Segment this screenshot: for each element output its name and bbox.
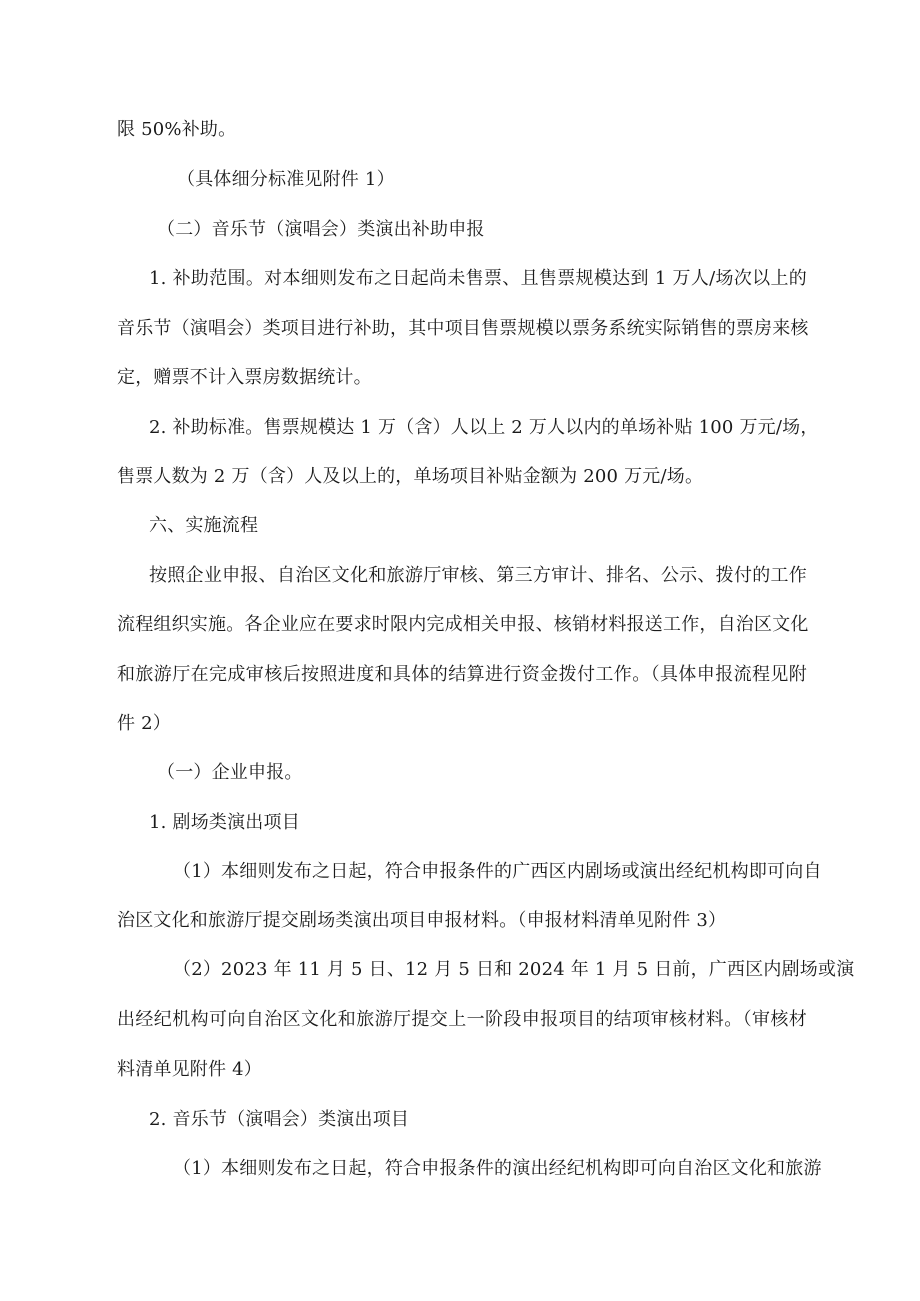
subsection-heading: 1. 剧场类演出项目 — [149, 812, 300, 833]
text-line: 料清单见附件 4） — [117, 1059, 262, 1080]
section-heading: （二）音乐节（演唱会）类演出补助申报 — [157, 219, 485, 240]
text-line: （具体细分标准见附件 1） — [177, 169, 395, 190]
text-line: 音乐节（演唱会）类项目进行补助，其中项目售票规模以票务系统实际销售的票房来核 — [117, 318, 809, 339]
text-line: （1）本细则发布之日起，符合申报条件的演出经纪机构即可向自治区文化和旅游 — [173, 1158, 822, 1179]
text-line: 流程组织实施。各企业应在要求时限内完成相关申报、核销材料报送工作，自治区文化 — [117, 614, 809, 635]
text-line: 定，赠票不计入票房数据统计。 — [117, 367, 372, 388]
text-line: 件 2） — [117, 713, 171, 734]
text-line: 和旅游厅在完成审核后按照进度和具体的结算进行资金拨付工作。（具体申报流程见附 — [117, 664, 807, 685]
text-line: 按照企业申报、自治区文化和旅游厅审核、第三方审计、排名、公示、拨付的工作 — [149, 565, 807, 586]
subsection-heading: 2. 音乐节（演唱会）类演出项目 — [149, 1109, 410, 1130]
text-line: 1. 补助范围。对本细则发布之日起尚未售票、且售票规模达到 1 万人/场次以上的 — [149, 268, 807, 289]
text-line: 2. 补助标准。售票规模达 1 万（含）人以上 2 万人以内的单场补贴 100 万元/场， — [149, 417, 819, 438]
text-line: 售票人数为 2 万（含）人及以上的，单场项目补贴金额为 200 万元/场。 — [117, 466, 704, 487]
text-line: 限 50%补助。 — [117, 119, 237, 140]
text-line: （2）2023 年 11 月 5 日、12 月 5 日和 2024 年 1 月 5 日前，广西区内剧场或演 — [173, 959, 855, 980]
text-line: 出经纪机构可向自治区文化和旅游厅提交上一阶段申报项目的结项审核材料。（审核材 — [117, 1009, 807, 1030]
section-heading: 六、实施流程 — [149, 515, 259, 536]
text-line: （1）本细则发布之日起，符合申报条件的广西区内剧场或演出经纪机构即可向自 — [173, 861, 822, 882]
section-heading: （一）企业申报。 — [157, 762, 303, 783]
text-line: 治区文化和旅游厅提交剧场类演出项目申报材料。（申报材料清单见附件 3） — [117, 910, 727, 931]
